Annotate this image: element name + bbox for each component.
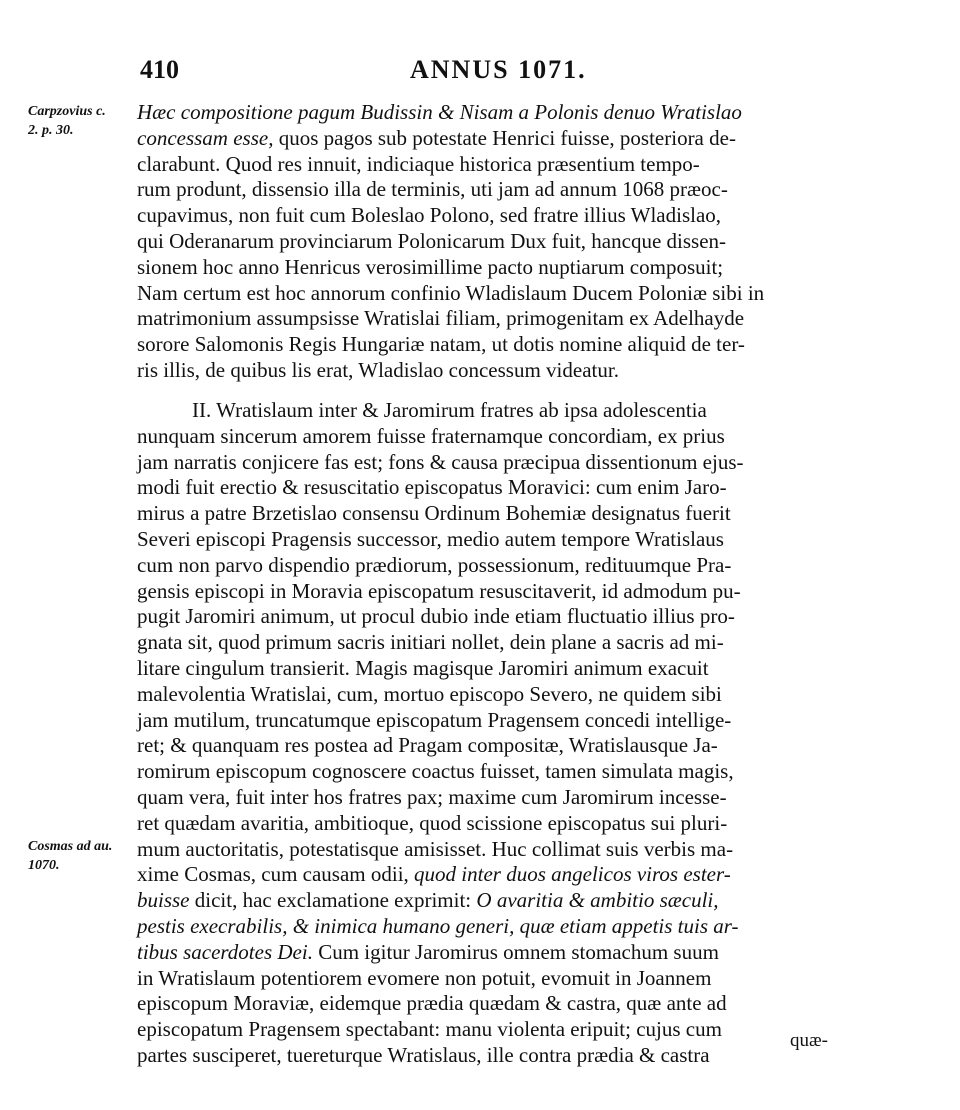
text-line: nunquam sincerum amorem fuisse fraternamque concordiam, ex prius [137,423,725,448]
catchword: quæ- [790,1030,828,1051]
text-line: malevolentia Wratislai, cum, mortuo episcopo Severo, ne quidem sibi [137,681,722,706]
text-line: ret; & quanquam res postea ad Pragam compositæ, Wratislausque Ja- [137,733,718,758]
text-line: mirus a patre Brzetislao consensu Ordinum Bohemiæ designatus fuerit [137,501,731,526]
text-line: pugit Jaromiri animum, ut procul dubio inde etiam fluctuatio illius pro- [137,604,735,629]
text-line: gensis episcopi in Moravia episcopatum resuscitaverit, id admodum pu- [137,578,741,603]
text-line: Nam certum est hoc annorum confinio Wladislaum Ducem Poloniæ sibi in [137,280,765,305]
text-line: jam mutilum, truncatumque episcopatum Pragensem concedi intellige- [137,707,732,732]
margin-note-line: Cosmas ad au. [28,839,113,854]
paragraph-1 [137,100,842,384]
text-line: cum non parvo dispendio prædiorum, possessionum, redituumque Pra- [137,552,732,577]
text-line [137,862,842,888]
text-segment: Cum igitur Jaromirus omnem stomachum suum [312,939,719,964]
margin-note-line: 2. p. 30. [28,123,74,138]
text-line: Hæc compositione pagum Budissin & Nisam a Polonis denuo Wratislao [137,100,742,124]
text-line: episcopum Moraviæ, eidemque prædia quædam & castra, quæ ante ad [137,991,727,1016]
text-line: clarabunt. Quod res innuit, indiciaque historica præsentium tempo- [137,151,700,176]
text-line [137,940,842,966]
running-head: ANNUS 1071. [410,55,587,84]
margin-note-line: Carpzovius c. [28,104,106,119]
text-segment: buisse [137,888,190,913]
text-segment: quod inter duos angelicos viros ester- [414,862,731,887]
text-line: rum produnt, dissensio illa de terminis, uti jam ad annum 1068 præoc- [137,177,728,202]
text-line [137,888,842,914]
text-line: Severi episcopi Pragensis successor, medio autem tempore Wratislaus [137,526,724,551]
text-line: quam vera, fuit inter hos fratres pax; maxime cum Jaromirum incesse- [137,784,727,809]
page-number: 410 [140,55,179,84]
text-segment: O avaritia & ambitio sæculi, [476,888,719,913]
text-line: ris illis, de quibus lis erat, Wladislao concessum videatur. [137,357,619,382]
page-header [140,55,840,95]
text-segment: concessam esse, [137,125,274,150]
margin-note-line: 1070. [28,858,60,873]
text-line: pestis execrabilis, & inimica humano generi, quæ etiam appetis tuis ar- [137,913,739,938]
text-line: gnata sit, quod primum sacris initiari nollet, dein plane a sacris ad mi- [137,630,724,655]
text-line: qui Oderanarum provinciarum Polonicarum Dux fuit, hancque dissen- [137,228,727,253]
text-segment: quos pagos sub potestate Henrici fuisse, posteriora de- [273,125,736,150]
text-line: modi fuit erectio & resuscitatio episcopatus Moravici: cum enim Jaro- [137,475,727,500]
margin-note-cosmas [28,837,136,875]
text-line: episcopatum Pragensem spectabant: manu violenta eripuit; cujus cum [137,1017,722,1042]
text-line: romirum episcopum cognoscere coactus fuisset, tamen simulata magis, [137,759,734,784]
text-line: partes susciperet, tuereturque Wratislaus, ille contra prædia & castra [137,1042,710,1067]
text-line: mum auctoritatis, potestatisque amisisset. Huc collimat suis verbis ma- [137,836,734,861]
text-line: matrimonium assumpsisse Wratislai filiam, primogenitam ex Adelhayde [137,306,745,331]
text-line: litare cingulum transierit. Magis magisque Jaromiri animum exacuit [137,655,709,680]
text-segment: tibus sacerdotes Dei. [137,939,313,964]
margin-note-carpzovius [28,102,136,140]
text-line [137,126,842,152]
text-line: jam narratis conjicere fas est; fons & causa præcipua dissentionum ejus- [137,449,744,474]
text-segment: dicit, hac exclamatione exprimit: [189,888,477,913]
paragraph-2 [137,398,842,1069]
text-line: sionem hoc anno Henricus verosimillime pacto nuptiarum composuit; [137,254,724,279]
text-line: sorore Salomonis Regis Hungariæ natam, ut dotis nomine aliquid de ter- [137,332,745,357]
text-line: in Wratislaum potentiorem evomere non potuit, evomuit in Joannem [137,965,712,990]
text-line: ret quædam avaritia, ambitioque, quod scissione episcopatus sui pluri- [137,810,728,835]
text-line: cupavimus, non fuit cum Boleslao Polono, sed fratre illius Wladislao, [137,203,722,228]
text-line: II. Wratislaum inter & Jaromirum fratres ab ipsa adolescentia [192,398,707,422]
text-segment: xime Cosmas, cum causam odii, [137,862,415,887]
